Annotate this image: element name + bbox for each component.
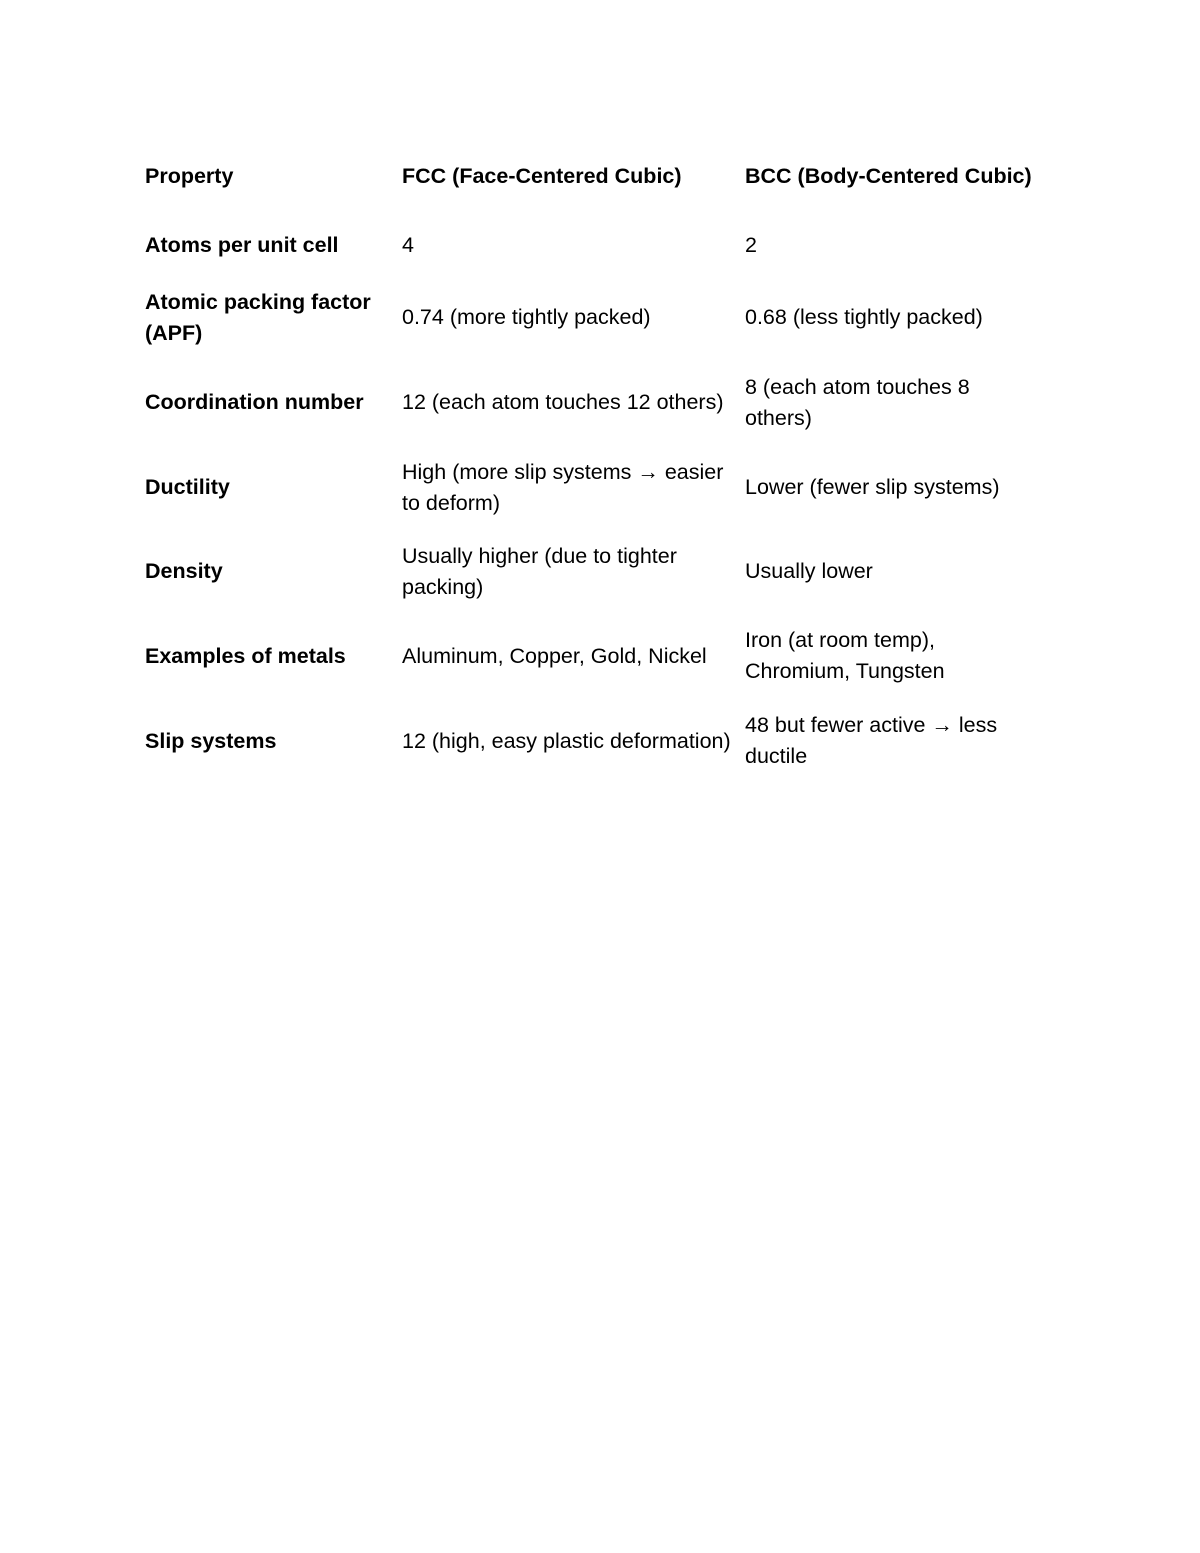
header-property: Property bbox=[145, 163, 234, 188]
bcc-value: 0.68 (less tightly packed) bbox=[745, 305, 983, 329]
fcc-value: 4 bbox=[402, 232, 414, 257]
row-label: Density bbox=[145, 559, 223, 583]
row-label: Ductility bbox=[145, 475, 230, 499]
fcc-value: 0.74 (more tightly packed) bbox=[402, 305, 651, 329]
bcc-value: Iron (at room temp), Chromium, Tungsten bbox=[745, 628, 945, 683]
table-row bbox=[139, 613, 1039, 699]
header-bcc: BCC (Body-Centered Cubic) bbox=[745, 163, 1032, 188]
row-label: Coordination number bbox=[145, 390, 364, 414]
fcc-value: 12 (high, easy plastic deformation) bbox=[402, 728, 731, 753]
table-row bbox=[139, 530, 1039, 613]
table-row bbox=[139, 445, 1039, 530]
bcc-value: Lower (fewer slip systems) bbox=[745, 475, 1000, 499]
row-label: Atoms per unit cell bbox=[145, 232, 339, 257]
row-label: Slip systems bbox=[145, 728, 277, 753]
bcc-value: 8 (each atom touches 8 others) bbox=[745, 374, 970, 430]
row-label: Atomic packing factor (APF) bbox=[145, 289, 371, 345]
table-row bbox=[139, 699, 1039, 783]
bcc-value: 2 bbox=[745, 232, 757, 257]
fcc-value: 12 (each atom touches 12 others) bbox=[402, 390, 724, 414]
fcc-value: Aluminum, Copper, Gold, Nickel bbox=[402, 643, 707, 668]
table-header-row bbox=[139, 137, 1039, 215]
table-row bbox=[139, 275, 1039, 360]
fcc-value: High (more slip systems → easier to deform) bbox=[402, 459, 724, 515]
table-row bbox=[139, 360, 1039, 445]
row-label: Examples of metals bbox=[145, 643, 346, 668]
bcc-value: 48 but fewer active → less ductile bbox=[745, 713, 998, 768]
header-fcc: FCC (Face-Centered Cubic) bbox=[402, 163, 682, 188]
table-row bbox=[139, 215, 1039, 275]
fcc-value: Usually higher (due to tighter packing) bbox=[402, 543, 677, 599]
fcc-bcc-comparison-table bbox=[139, 137, 1039, 783]
bcc-value: Usually lower bbox=[745, 559, 873, 583]
